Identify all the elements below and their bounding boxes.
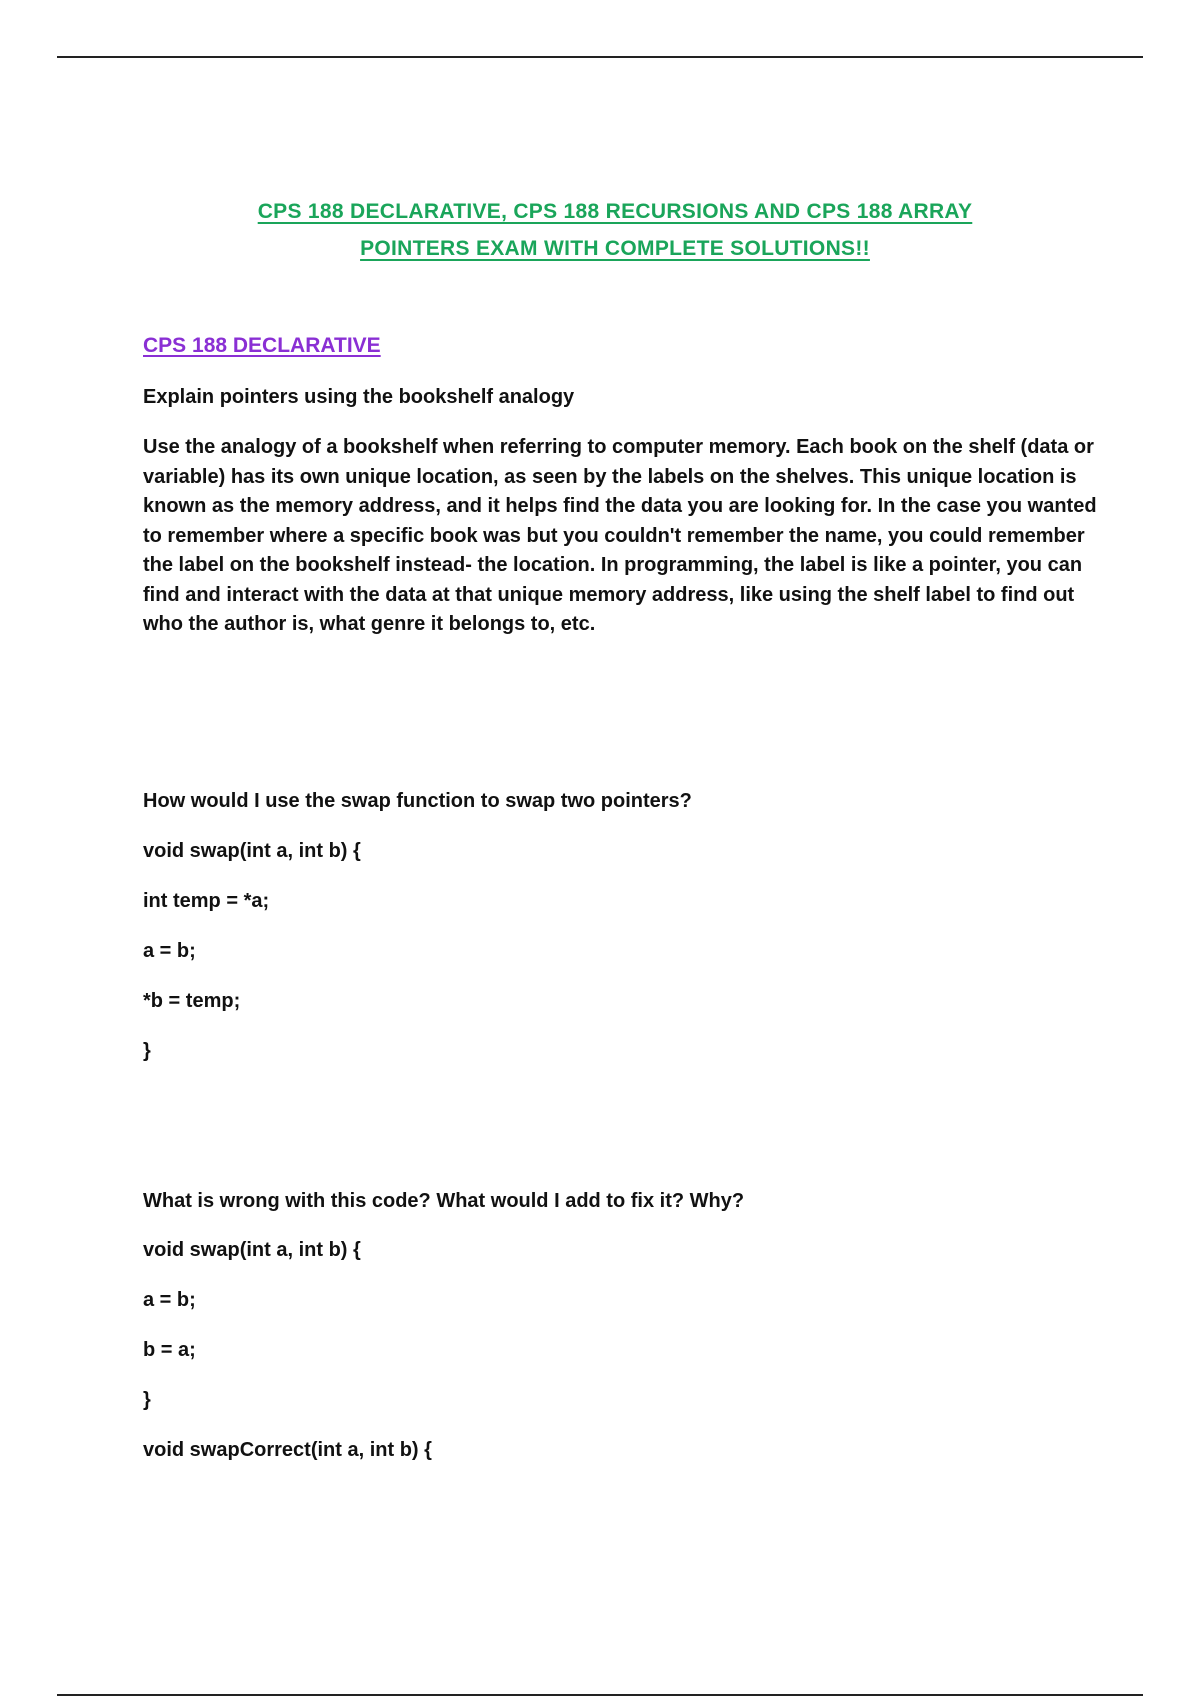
answer-1: Use the analogy of a bookshelf when referring to computer memory. Each book on the shelf (data or variable) has its own unique location, as seen by the labels on the shelves. This unique location is known as the memory address, and it helps find the data you are looking for. In the case you wanted to remember where a specific book was but you couldn't remember the name, you could remember the label on the bookshelf instead- the location. In programming, the label is like a pointer, you can find and interact with the data at that unique memory address, like using the shelf label to find out who the author is, what genre it belongs to, etc. bbox=[143, 436, 1097, 635]
code-line: void swapCorrect(int a, int b) { bbox=[143, 1439, 432, 1461]
top-divider bbox=[57, 56, 1143, 58]
code-line: int temp = *a; bbox=[143, 890, 270, 912]
code-line: *b = temp; bbox=[143, 990, 241, 1012]
code-line: a = b; bbox=[143, 940, 196, 962]
code-line: b = a; bbox=[143, 1339, 196, 1361]
code-line: a = b; bbox=[143, 1289, 196, 1311]
bottom-divider bbox=[57, 1694, 1143, 1696]
question-2: How would I use the swap function to swap two pointers? bbox=[143, 790, 692, 812]
section-heading: CPS 188 DECLARATIVE bbox=[143, 334, 381, 357]
code-line: void swap(int a, int b) { bbox=[143, 840, 361, 862]
question-3: What is wrong with this code? What would I add to fix it? Why? bbox=[143, 1190, 745, 1212]
document-title bbox=[150, 193, 1080, 267]
code-line: void swap(int a, int b) { bbox=[143, 1239, 361, 1261]
document-title-line-2: POINTERS EXAM WITH COMPLETE SOLUTIONS!! bbox=[360, 237, 870, 260]
question-1: Explain pointers using the bookshelf analogy bbox=[143, 386, 575, 408]
code-line: } bbox=[143, 1040, 151, 1062]
code-line: } bbox=[143, 1389, 151, 1411]
document-title-line-1: CPS 188 DECLARATIVE, CPS 188 RECURSIONS AND CPS 188 ARRAY bbox=[257, 200, 973, 223]
